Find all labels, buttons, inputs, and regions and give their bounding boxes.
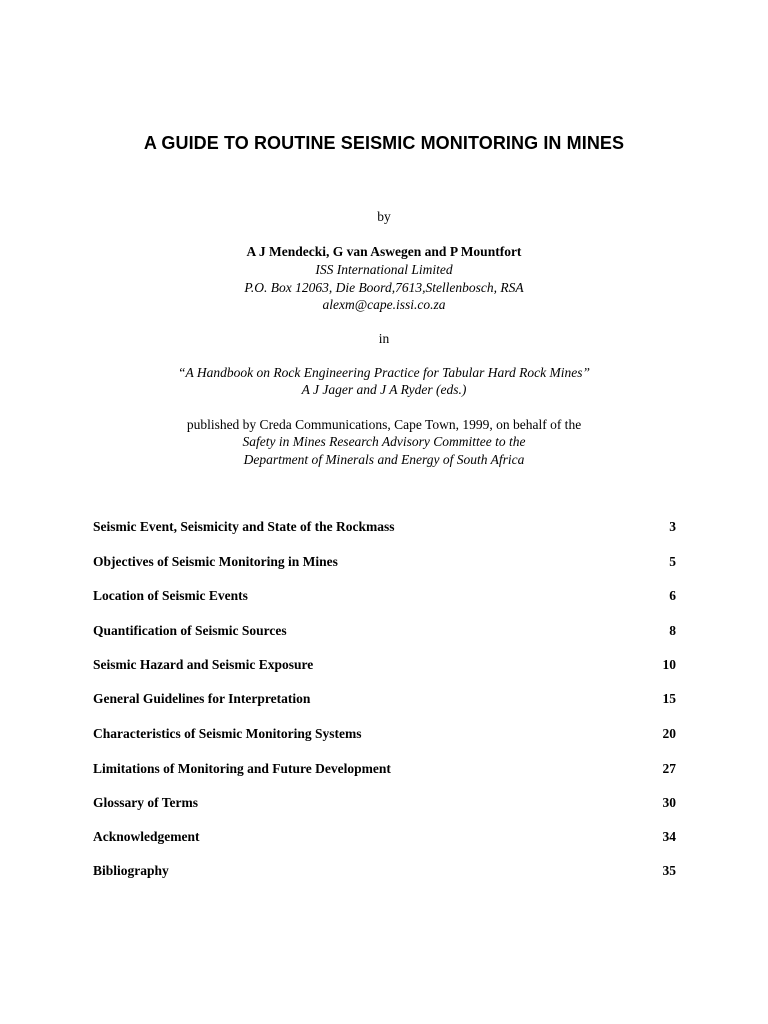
toc-entry-page: 20 bbox=[662, 726, 676, 741]
toc-row bbox=[93, 690, 676, 708]
toc-entry-title: Bibliography bbox=[93, 863, 169, 878]
toc-entry-title: Glossary of Terms bbox=[93, 795, 199, 810]
toc-entry-title: General Guidelines for Interpretation bbox=[93, 691, 311, 706]
toc-entry-page: 3 bbox=[669, 519, 676, 534]
authors: A J Mendecki, G van Aswegen and P Mountfort bbox=[246, 244, 522, 259]
toc-row bbox=[93, 518, 676, 536]
publication-line-3: Department of Minerals and Energy of South Africa bbox=[243, 452, 525, 467]
toc-row bbox=[93, 725, 676, 743]
toc-entry-page: 27 bbox=[662, 761, 676, 776]
toc-entry-title: Acknowledgement bbox=[93, 829, 200, 844]
toc-entry-title: Seismic Hazard and Seismic Exposure bbox=[93, 657, 314, 672]
toc-entry-page: 35 bbox=[662, 863, 676, 878]
publication-line-1: published by Creda Communications, Cape Town, 1999, on behalf of the bbox=[186, 417, 582, 432]
in-label: in bbox=[378, 331, 390, 346]
toc-entry-title: Limitations of Monitoring and Future Development bbox=[93, 761, 391, 776]
toc-entry-page: 6 bbox=[669, 588, 676, 603]
toc-entry-title: Quantification of Seismic Sources bbox=[93, 623, 287, 638]
toc-entry-page: 8 bbox=[669, 623, 676, 638]
toc-row bbox=[93, 794, 676, 812]
toc-entry-title: Characteristics of Seismic Monitoring Systems bbox=[93, 726, 362, 741]
toc-entry-page: 15 bbox=[662, 691, 676, 706]
toc-entry-page: 5 bbox=[669, 554, 676, 569]
toc-row bbox=[93, 828, 676, 846]
email: alexm@cape.issi.co.za bbox=[322, 297, 446, 312]
toc-entry-title: Location of Seismic Events bbox=[93, 588, 248, 603]
publication-line-2: Safety in Mines Research Advisory Committee to the bbox=[242, 434, 526, 449]
handbook-title: “A Handbook on Rock Engineering Practice for Tabular Hard Rock Mines” bbox=[178, 365, 590, 380]
toc-entry-page: 34 bbox=[662, 829, 676, 844]
toc-entry-page: 10 bbox=[662, 657, 676, 672]
toc-row bbox=[93, 553, 676, 571]
toc-row bbox=[93, 760, 676, 778]
toc-row bbox=[93, 862, 676, 880]
toc-entry-page: 30 bbox=[662, 795, 676, 810]
organization: ISS International Limited bbox=[315, 262, 453, 277]
toc-row bbox=[93, 587, 676, 605]
toc-row bbox=[93, 656, 676, 674]
toc-entry-title: Objectives of Seismic Monitoring in Mines bbox=[93, 554, 338, 569]
handbook-editors: A J Jager and J A Ryder (eds.) bbox=[301, 382, 467, 397]
by-label: by bbox=[377, 209, 391, 224]
toc-row bbox=[93, 622, 676, 640]
address: P.O. Box 12063, Die Boord,7613,Stellenbosch, RSA bbox=[244, 280, 524, 295]
document-title: A GUIDE TO ROUTINE SEISMIC MONITORING IN MINES bbox=[143, 133, 625, 153]
toc-entry-title: Seismic Event, Seismicity and State of the Rockmass bbox=[93, 519, 395, 534]
